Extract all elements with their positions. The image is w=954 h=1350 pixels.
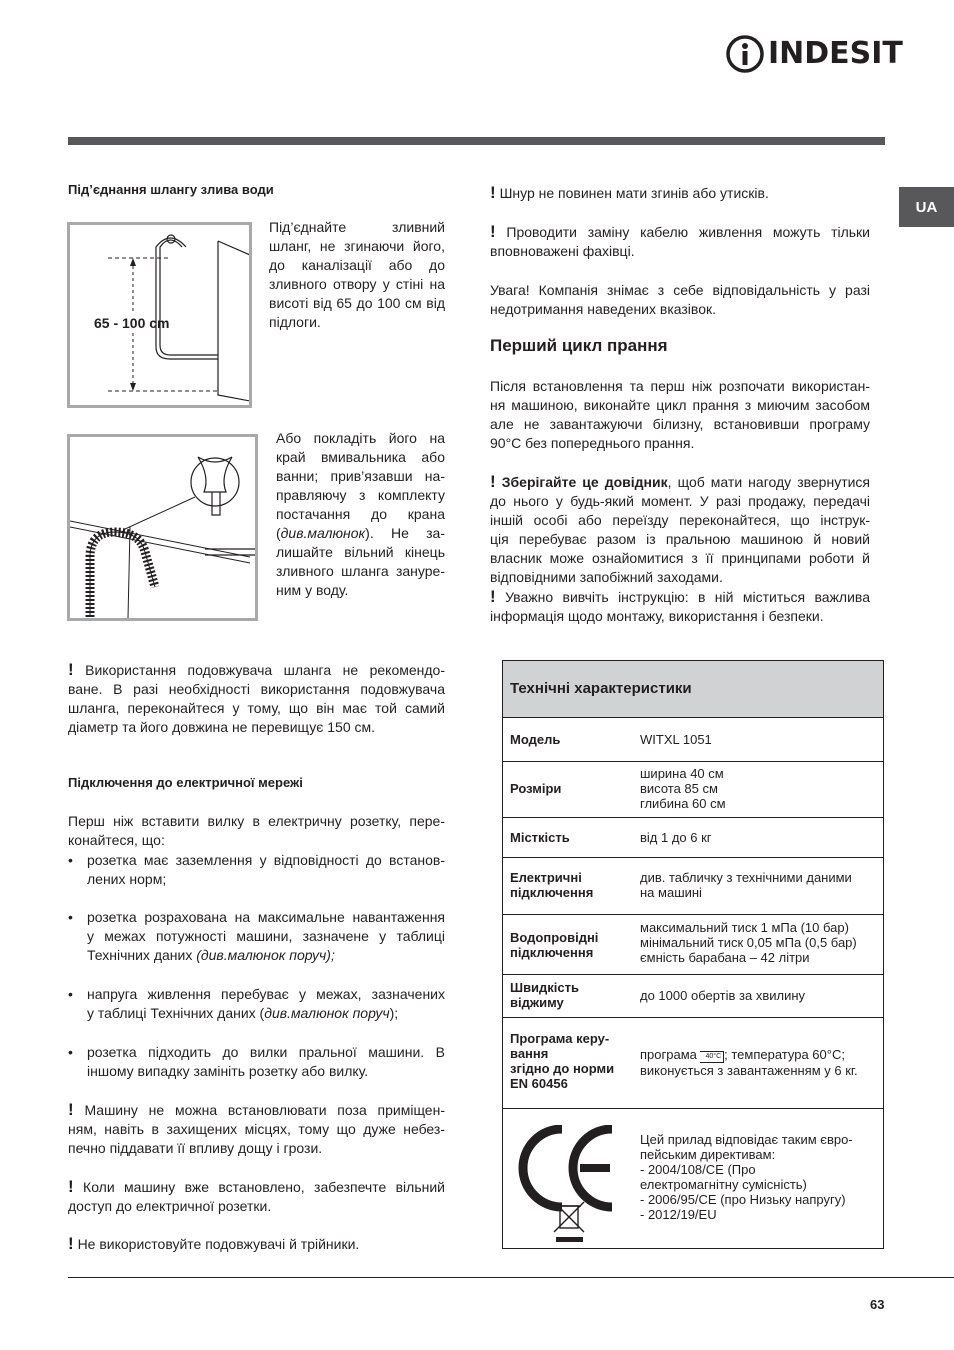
spec-row-dimensions [503, 761, 883, 818]
text-line: Електричні [510, 870, 582, 885]
text-line: максимальний тиск 1 мПа (10 бар) [640, 920, 849, 935]
cable-replace-warning [490, 222, 870, 261]
spec-key [510, 870, 593, 900]
text-line: печно піддавати її впливу дощу і грози. [68, 1140, 323, 1156]
text-line: розетка має заземлення у відповідності до встанов- [87, 852, 445, 868]
wash-program-icon: 40°C [700, 1051, 724, 1063]
spec-table-header [503, 661, 883, 718]
text-run: Уважно вивчіть інструкцію: в ній міститься важлива [505, 589, 870, 605]
text-line: відповідними запобіжний заходами. [490, 569, 723, 585]
text-line: правляючу з комплекту [276, 487, 445, 503]
warning-mark: ! [68, 1234, 74, 1253]
text-line: - 2012/19/EU [640, 1207, 717, 1222]
text-line: - 2006/95/CE (про Низьку напругу) [640, 1192, 846, 1207]
hose-text-1 [269, 218, 445, 332]
spec-value [640, 766, 726, 811]
text-line: але не завантажуючи білизну, встановивши програму [490, 416, 870, 432]
text-run: Проводити заміну кабелю живлення можуть тільки [506, 224, 870, 240]
text-line: глибина 60 см [640, 796, 726, 811]
bullet-2 [68, 908, 445, 965]
text-line: Після встановлення та перш ніж розпочати використан- [490, 378, 870, 394]
bullet-dot: • [68, 852, 73, 868]
logo-i-icon [726, 34, 766, 74]
bullet-3 [68, 985, 445, 1023]
bullet-dot: • [68, 986, 73, 1002]
brand-name: INDESIT [768, 36, 903, 71]
text-line: зливного отвору у стіні на [269, 276, 445, 292]
text-line: - 2004/108/CE (Про [640, 1162, 756, 1177]
text-line: ване. В разі необхідності використання подовжувача [68, 681, 445, 697]
text-line: у межах потужності машини, зазначене у таблиці [87, 928, 445, 944]
spec-key [510, 1031, 614, 1091]
text-line [87, 1004, 445, 1023]
warning-mark: ! [68, 660, 74, 679]
text-run: (див.малюнок поруч); [196, 947, 335, 963]
spec-key: Модель [510, 732, 561, 747]
text-run: Машину не можна встановлювати поза приміщен- [84, 1102, 445, 1118]
text-line [640, 1047, 858, 1063]
spec-value: WITXL 1051 [640, 732, 712, 747]
spec-key [510, 930, 598, 960]
text-line: вповноважені фахівці. [490, 243, 635, 259]
text-line: власник може ознайомитися з її принципами роботи й [490, 550, 870, 566]
text-line [68, 660, 445, 680]
text-run: ); [389, 1005, 399, 1021]
text-line: підлоги. [269, 314, 321, 330]
warning-mark: ! [490, 183, 496, 202]
first-cycle-title: Перший цикл прання [490, 336, 668, 355]
warning-mark: ! [490, 587, 496, 606]
bullet-dot: • [68, 1044, 73, 1060]
text-line: шланг, не згинаючи його, [269, 238, 445, 254]
text-line: вання [510, 1046, 549, 1061]
text-run: Шнур не повинен мати згинів або утисків. [499, 185, 769, 201]
text-line: іншому випадку замініть розетку або вилку. [87, 1063, 369, 1079]
warning-mark: ! [68, 1177, 74, 1196]
text-run: ( [276, 525, 281, 541]
spec-row-ce [503, 1108, 883, 1248]
text-line: ція перебуває разом із пральною машиною й новий [490, 531, 870, 547]
spec-row-water [503, 914, 883, 975]
outdoor-warning [68, 1100, 445, 1158]
spec-key: Розміри [510, 781, 562, 796]
text-line: до нього у будь-який момент. У разі продажу, передачі [490, 493, 870, 509]
spec-value: від 1 до 6 кг [640, 830, 712, 845]
text-line: підключення [510, 945, 594, 960]
electric-heading: Підключення до електричної мережі [68, 775, 303, 790]
text-line: діаметр та його довжина не перевищує 150 см. [68, 719, 376, 735]
adapter-warning [68, 1234, 445, 1254]
keep-manual-text [490, 472, 870, 626]
text-line: на машині [640, 885, 702, 900]
text-line: висота 85 см [640, 781, 718, 796]
text-run: програма [640, 1047, 701, 1062]
spec-value [640, 1047, 858, 1078]
page-number: 63 [870, 1297, 885, 1312]
text-line: мінімальний тиск 0,05 мПа (0,5 бар) [640, 935, 857, 950]
bullet-4 [68, 1043, 445, 1081]
header-bar [68, 137, 885, 145]
text-line: інформація щодо монтажу, використання і безпеки. [490, 608, 824, 624]
spec-row-model [503, 717, 883, 762]
liability-note [490, 281, 870, 319]
text-line [276, 524, 445, 543]
spec-value [640, 920, 857, 965]
spec-row-program [503, 1017, 883, 1109]
text-line: Під’єднайте зливний [269, 219, 445, 235]
text-line: ним у воду. [276, 582, 349, 598]
spec-key [510, 980, 579, 1010]
text-run: Технічних даних [87, 947, 197, 963]
text-line: Цей прилад відповідає таким євро- [640, 1132, 853, 1147]
text-line: пейським директивам: [640, 1147, 776, 1162]
text-line [490, 472, 870, 492]
text-line [68, 1177, 445, 1197]
first-cycle-text [490, 377, 870, 453]
text-line: Швидкість [510, 980, 580, 995]
socket-access-warning [68, 1177, 445, 1216]
spec-key: Місткість [510, 830, 570, 845]
warning-mark: ! [68, 1100, 74, 1119]
spec-row-capacity [503, 817, 883, 858]
text-line [87, 946, 445, 965]
spec-table [502, 660, 884, 1249]
text-line: виконується з завантаженням у 6 кг. [640, 1063, 858, 1078]
text-line: іншій особі або переїзду переконайтеся, що інструк- [490, 512, 870, 528]
language-tab: UA [899, 187, 954, 227]
figure-drain-hose-wall [67, 222, 252, 408]
text-run: див.малюнок [280, 525, 366, 541]
text-run: див.малюнок поруч [264, 1005, 390, 1021]
text-line [68, 1100, 445, 1120]
spec-value [640, 870, 852, 900]
bullet-1 [68, 851, 445, 889]
text-run: Використання подовжувача шланга не рекомендо- [85, 662, 445, 678]
spec-value: до 1000 обертів за хвилину [640, 988, 806, 1003]
text-line: лених норм; [87, 871, 167, 887]
text-line: лишайте вільний кінець [276, 544, 445, 560]
weee-bin-icon [552, 1200, 588, 1244]
text-line: 90°C без попереднього прання. [490, 435, 695, 451]
cord-warning [490, 183, 870, 203]
text-run: Не використовуйте подовжувачі й трійники. [77, 1236, 360, 1252]
text-line: конайтеся, що: [68, 832, 165, 848]
bullet-dot: • [68, 909, 73, 925]
text-line: Програма керу- [510, 1031, 610, 1046]
sink-hose-illustration [70, 437, 255, 618]
text-run: Зберігайте це довідник [501, 474, 668, 490]
text-line: шланга, переконайтеся у тому, що він має той самий [68, 700, 445, 716]
text-line: електромагнітну сумісність) [640, 1177, 807, 1192]
text-run: у таблиці Технічних даних ( [87, 1005, 265, 1021]
text-line: край вмивальника або [276, 449, 445, 465]
text-run: , щоб мати нагоду звернутися [667, 474, 871, 490]
spec-value [640, 1132, 853, 1222]
hose-heading: Під’єднання шлангу злива води [68, 182, 274, 197]
text-line: EN 60456 [510, 1076, 568, 1091]
text-line: згідно до норми [510, 1061, 615, 1076]
text-line: ня машиною, виконайте цикл прання з миючим засобом [490, 397, 870, 413]
text-line: Увага! Компанія знімає з себе відповідальність у разі [490, 282, 870, 298]
brand-logo [726, 34, 903, 74]
text-line: розетка розрахована на максимальне навантаження [87, 909, 445, 925]
spec-row-spin [503, 974, 883, 1018]
text-line: ванни; прив’язавши на- [276, 468, 445, 484]
text-line: Або покладіть його на [276, 430, 445, 446]
hose-text-2 [276, 429, 445, 600]
text-line: підключення [510, 885, 594, 900]
spec-table-title: Технічні характеристики [510, 680, 692, 697]
text-line: напруга живлення перебуває у межах, зазначених [87, 986, 445, 1002]
height-label: 65 - 100 cm [94, 315, 170, 331]
text-line: Перш ніж вставити вилку в електричну розетку, пере- [68, 813, 445, 829]
text-line: зливного шланга зануре- [276, 563, 445, 579]
text-line: доступ до електричної розетки. [68, 1198, 272, 1214]
electric-intro [68, 812, 445, 850]
extension-warning [68, 660, 445, 737]
text-line [490, 222, 870, 242]
spec-row-electric [503, 857, 883, 915]
text-line: ням, навіть в захищених місцях, тому що дуже небез- [68, 1121, 445, 1137]
text-run: ). Не за- [365, 525, 445, 541]
text-line: до каналізації або до [269, 257, 445, 273]
text-line: ширина 40 см [640, 766, 724, 781]
text-run: ; температура 60°C; [724, 1047, 845, 1062]
text-line: ємність барабана – 42 літри [640, 950, 810, 965]
text-line: віджиму [510, 995, 564, 1010]
text-line [490, 587, 870, 607]
footer-rule [68, 1277, 954, 1278]
text-line: постачання до крана [276, 506, 445, 522]
text-line: див. табличку з технічними даними [640, 870, 852, 885]
text-run: Коли машину вже встановлено, забезпечте вільний [83, 1179, 446, 1195]
warning-mark: ! [490, 222, 496, 241]
text-line: недотримання наведених вказівок. [490, 301, 717, 317]
text-line: висоті від 65 до 100 см від [269, 295, 445, 311]
warning-mark: ! [490, 472, 496, 491]
figure-drain-hose-sink [67, 434, 258, 621]
text-line: Водопровідні [510, 930, 599, 945]
text-line: розетка підходить до вилки пральної машини. В [87, 1044, 445, 1060]
